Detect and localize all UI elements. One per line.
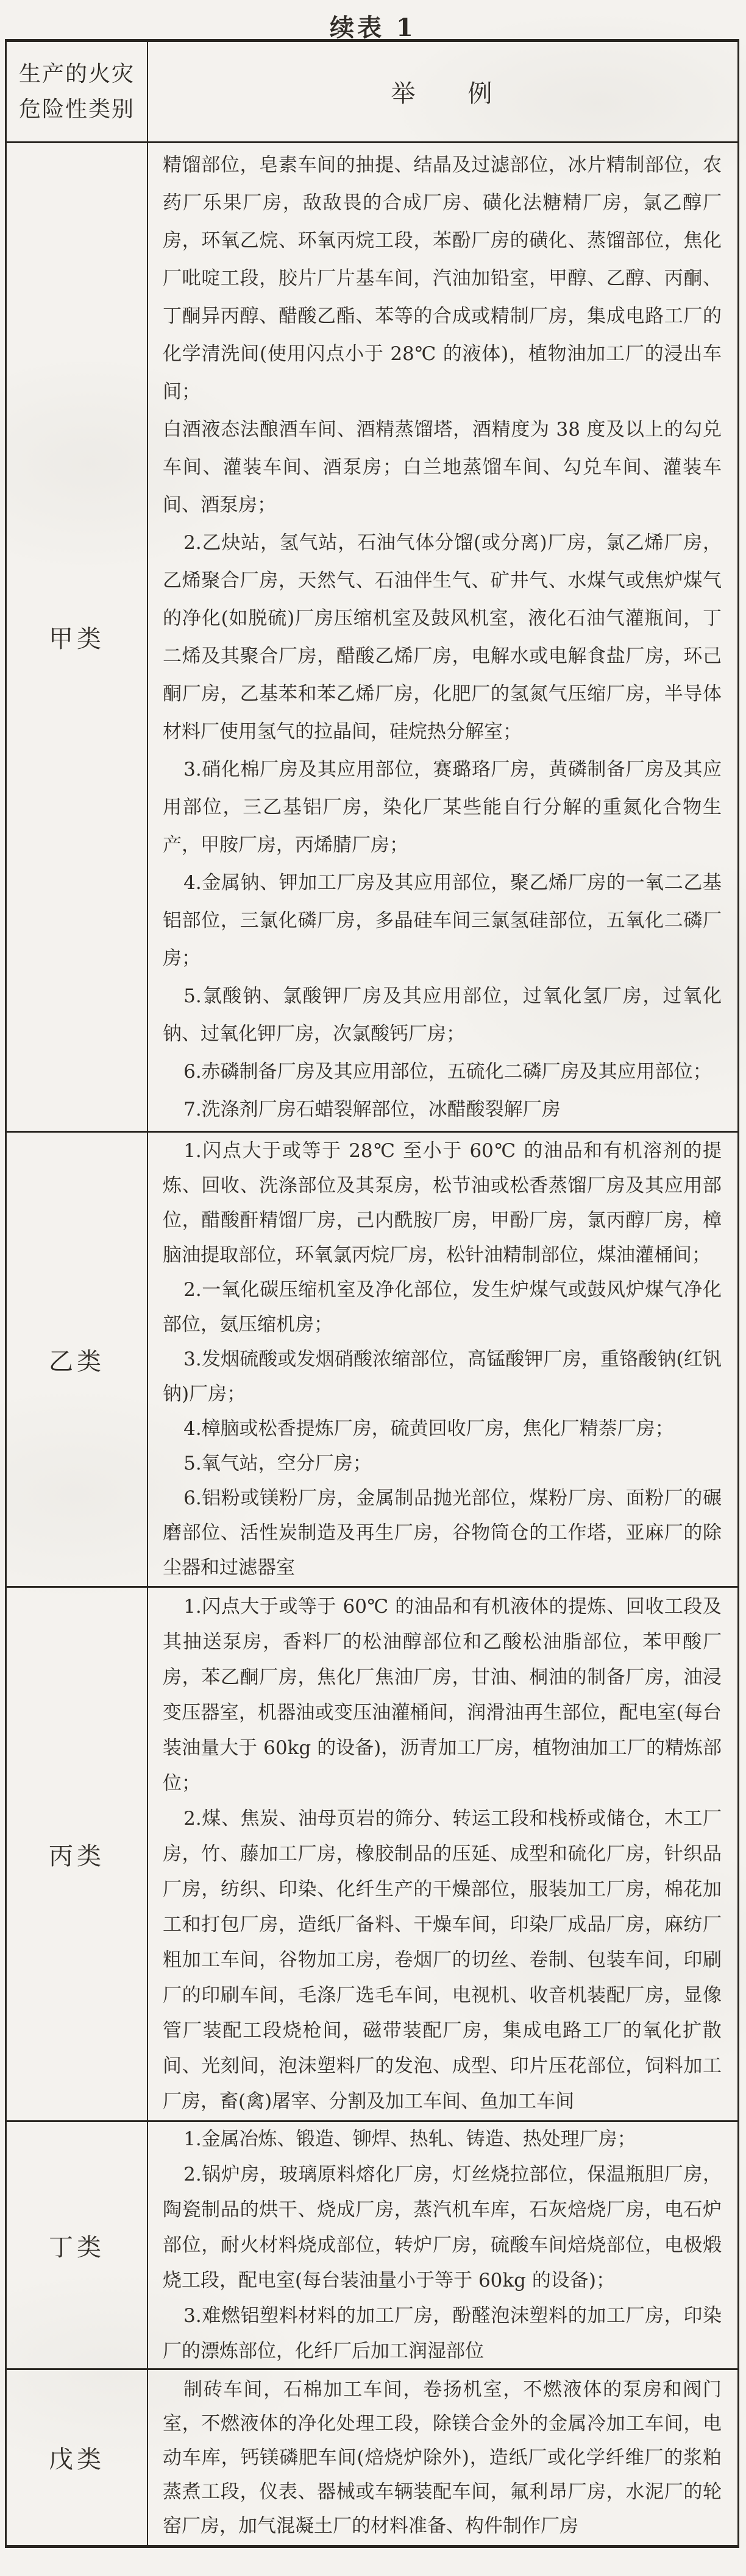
- continuation-table-title: 续表 1: [330, 13, 416, 42]
- example-paragraph: 1.闪点大于或等于 60℃ 的油品和有机液体的提炼、回收工段及其抽送泵房，香料厂的松油醇部位和乙酸松油脂部位，苯甲酸厂房，苯乙酮厂房，焦化厂焦油厂房，甘油、桐油的制备厂房，油浸变压器室，机器油或变压油灌桶间，润滑油再生部位，配电室(每台装油量大于 60kg 的设备)，沥青加工厂房，植物油加工厂的精炼部位；: [163, 1596, 722, 1794]
- fire-hazard-classification-table: [5, 39, 739, 2548]
- examples-cell: [148, 2370, 737, 2545]
- example-paragraph: 6.赤磷制备厂房及其应用部位，五硫化二磷厂房及其应用部位；: [183, 1060, 712, 1083]
- example-paragraph: 3.硝化棉厂房及其应用部位，赛璐珞厂房，黄磷制备厂房及其应用部位，三乙基铝厂房，染化厂某些能自行分解的重氮化合物生产，甲胺厂房，丙烯腈厂房；: [163, 758, 722, 856]
- example-paragraph: 精馏部位，皂素车间的抽提、结晶及过滤部位，冰片精制部位，农药厂乐果厂房，敌敌畏的合成厂房、磺化法糖精厂房，氯乙醇厂房，环氧乙烷、环氧丙烷工段，苯酚厂房的磺化、蒸馏部位，焦化厂吡啶工段，胶片厂片基车间，汽油加铅室，甲醇、乙醇、丙酮、丁酮异丙醇、醋酸乙酯、苯等的合成或精制厂房，集成电路工厂的化学清洗间(使用闪点小于 28℃ 的液体)，植物油加工厂的浸出车间；: [163, 154, 722, 403]
- example-paragraph: 5.氯酸钠、氯酸钾厂房及其应用部位，过氧化氢厂房，过氧化钠、过氧化钾厂房，次氯酸钙厂房；: [163, 985, 722, 1045]
- category-cell: [7, 143, 148, 1131]
- category-cell: [7, 1133, 148, 1586]
- table-row-class-yi: [7, 1131, 737, 1586]
- category-header-line2: 危险性类别: [18, 96, 135, 122]
- example-paragraph: 4.金属钠、钾加工厂房及其应用部位，聚乙烯厂房的一氧二乙基铝部位，三氯化磷厂房，多晶硅车间三氯氢硅部位，五氧化二磷厂房；: [163, 871, 722, 969]
- examples-cell: [148, 2122, 737, 2368]
- category-cell: [7, 1588, 148, 2120]
- category-label: 甲类: [49, 625, 105, 653]
- table-row-class-ding: [7, 2120, 737, 2368]
- category-cell: [7, 2370, 148, 2545]
- category-column-header: [7, 42, 148, 141]
- example-paragraph: 白酒液态法酿酒车间、酒精蒸馏塔，酒精度为 38 度及以上的勾兑车间、灌装车间、酒泵房；白兰地蒸馏车间、勾兑车间、灌装车间、酒泵房；: [163, 418, 722, 516]
- example-paragraph: 5.氧气站，空分厂房；: [183, 1452, 372, 1474]
- example-paragraph: 3.发烟硫酸或发烟硝酸浓缩部位，高锰酸钾厂房，重铬酸钠(红钒钠)厂房；: [163, 1348, 722, 1405]
- example-paragraph: 制砖车间，石棉加工车间，卷扬机室，不燃液体的泵房和阀门室，不燃液体的净化处理工段，除镁合金外的金属冷加工车间，电动车库，钙镁磷肥车间(焙烧炉除外)，造纸厂或化学纤维厂的浆粕蒸煮工段，仪表、器械或车辆装配车间，氟利昂厂房，水泥厂的轮窑厂房，加气混凝土厂的材料准备、构件制作厂房: [163, 2378, 722, 2537]
- table-row-class-jia: [7, 141, 737, 1131]
- examples-column-header: [148, 42, 737, 141]
- table-row-class-wu: [7, 2368, 737, 2545]
- table-row-class-bing: [7, 1586, 737, 2120]
- table-header-row: [7, 42, 737, 141]
- examples-cell: [148, 1588, 737, 2120]
- category-label: 丙类: [49, 1842, 105, 1870]
- category-label: 丁类: [49, 2233, 105, 2262]
- example-paragraph: 4.樟脑或松香提炼厂房，硫黄回收厂房，焦化厂精萘厂房；: [183, 1417, 674, 1440]
- category-header-line1: 生产的火灾: [18, 61, 135, 87]
- example-paragraph: 1.金属冶炼、锻造、铆焊、热轧、铸造、热处理厂房；: [183, 2128, 636, 2150]
- example-paragraph: 1.闪点大于或等于 28℃ 至小于 60℃ 的油品和有机溶剂的提炼、回收、洗涤部位及其泵房，松节油或松香蒸馏厂房及其应用部位，醋酸酐精馏厂房，己内酰胺厂房，甲酚厂房，氯丙醇厂房，樟脑油提取部位，环氧氯丙烷厂房，松针油精制部位，煤油灌桶间；: [163, 1139, 722, 1266]
- category-cell: [7, 2122, 148, 2368]
- category-label: 乙类: [49, 1347, 105, 1376]
- example-paragraph: 2.一氧化碳压缩机室及净化部位，发生炉煤气或鼓风炉煤气净化部位，氨压缩机房；: [163, 1278, 722, 1336]
- example-paragraph: 6.铝粉或镁粉厂房，金属制品抛光部位，煤粉厂房、面粉厂的碾磨部位、活性炭制造及再生厂房，谷物筒仓的工作塔，亚麻厂的除尘器和过滤器室: [163, 1487, 722, 1579]
- category-label: 戊类: [49, 2446, 105, 2474]
- examples-cell: [148, 143, 737, 1131]
- example-paragraph: 3.难燃铝塑料材料的加工厂房，酚醛泡沫塑料的加工厂房，印染厂的漂炼部位，化纤厂后加工润湿部位: [163, 2305, 722, 2362]
- example-paragraph: 2.乙炔站，氢气站，石油气体分馏(或分离)厂房，氯乙烯厂房，乙烯聚合厂房，天然气、石油伴生气、矿井气、水煤气或焦炉煤气的净化(如脱硫)厂房压缩机室及鼓风机室，液化石油气灌瓶间，丁二烯及其聚合厂房，醋酸乙烯厂房，电解水或电解食盐厂房，环己酮厂房，乙基苯和苯乙烯厂房，化肥厂的氢氮气压缩厂房，半导体材料厂使用氢气的拉晶间，硅烷热分解室；: [163, 531, 722, 743]
- examples-header-label: 举 例: [391, 80, 494, 108]
- example-paragraph: 2.煤、焦炭、油母页岩的筛分、转运工段和栈桥或储仓，木工厂房，竹、藤加工厂房，橡胶制品的压延、成型和硫化厂房，针织品厂房，纺织、印染、化纤生产的干燥部位，服装加工厂房，棉花加工和打包厂房，造纸厂备料、干燥车间，印染厂成品厂房，麻纺厂粗加工车间，谷物加工房，卷烟厂的切丝、卷制、包装车间，印刷厂的印刷车间，毛涤厂选毛车间，电视机、收音机装配厂房，显像管厂装配工段烧枪间，磁带装配厂房，集成电路工厂的氧化扩散间、光刻间，泡沫塑料厂的发泡、成型、印片压花部位，饲料加工厂房，畜(禽)屠宰、分割及加工车间、鱼加工车间: [163, 1808, 722, 2112]
- example-paragraph: 7.洗涤剂厂房石蜡裂解部位，冰醋酸裂解厂房: [183, 1098, 561, 1120]
- example-paragraph: 2.锅炉房，玻璃原料熔化厂房，灯丝烧拉部位，保温瓶胆厂房，陶瓷制品的烘干、烧成厂房，蒸汽机车库，石灰焙烧厂房，电石炉部位，耐火材料烧成部位，转炉厂房，硫酸车间焙烧部位，电极煅烧工段，配电室(每台装油量小于等于 60kg 的设备)；: [163, 2164, 722, 2291]
- examples-cell: [148, 1133, 737, 1586]
